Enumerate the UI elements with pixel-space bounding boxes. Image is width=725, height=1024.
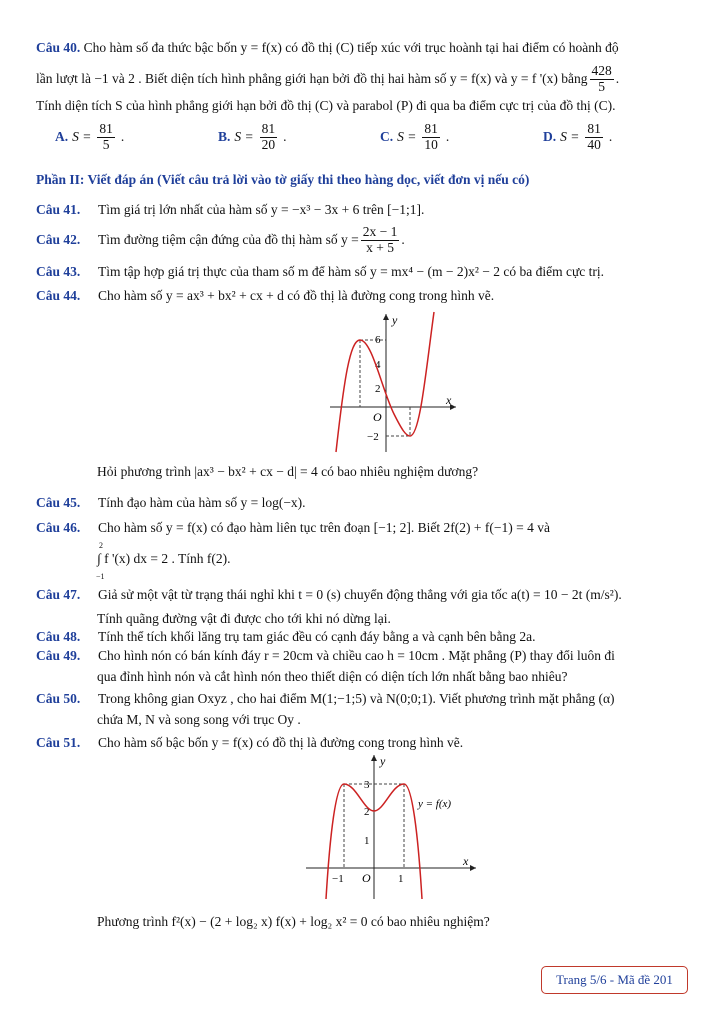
question-label: Câu 47. [36,587,81,602]
choice-prefix: S = [234,129,254,145]
fraction-numerator: 81 [424,121,438,136]
question-42: Câu 42. Tìm đường tiệm cận đứng của đồ thị hàm số y = $\frac{2x - 1}{x + 5}$ . [36,224,405,255]
question-text: Trong không gian Oxyz , cho hai điểm M(1;−1;5) và N(0;0;1). Viết phương trình mặt phẳng (α) [98,691,615,706]
fraction [585,122,603,153]
x-axis-label: x [463,854,469,868]
fraction [590,64,614,95]
fraction-numerator: 81 [99,121,113,136]
fraction-denominator: 40 [587,136,601,152]
choice-label: C. [380,129,394,145]
question-text: Tính đạo hàm của hàm số y = log(−x). [98,495,306,510]
origin-label: O [373,410,382,424]
fraction-denominator: 10 [424,136,438,152]
integral-bound-upper: 2 [99,541,103,550]
tick-label: 4 [375,359,381,371]
question-label: Câu 45. [36,495,81,510]
tick-label: −1 [332,873,344,885]
question-text: Tìm tập hợp giá trị thực của tham số m để hàm số y = mx⁴ − (m − 2)x² − 2 có ba điểm cực trị. [98,264,604,279]
question-46-line2: ∫ f '(x) dx = 2 . Tính f(2). [97,551,231,566]
tick-label: 6 [375,334,381,346]
fraction [260,122,278,153]
question-50-line2: chứa M, N và song song với trục Oy . [97,712,301,727]
question-label: Câu 42. [36,231,81,247]
tick-label: 2 [375,383,381,395]
origin-label: O [362,871,371,885]
question-text: Cho hàm số y = f(x) có đạo hàm liên tục trên đoạn [−1; 2]. Biết 2f(2) + f(−1) = 4 và [98,520,550,535]
question-text: Tính diện tích S của hình phẳng giới hạn bởi đồ thị (C) và parabol (P) đi qua ba điểm cực trị của đồ thị (C). [36,98,616,113]
fraction [97,122,115,153]
y-axis-label: y [380,754,386,768]
question-text: Cho hình nón có bán kính đáy r = 20cm và chiều cao h = 10cm . Mặt phẳng (P) thay đổi luôn đi [98,648,615,663]
fraction [361,225,400,256]
x-axis-label: x [446,393,452,407]
question-label: Câu 44. [36,288,81,303]
fraction-denominator: x + 5 [366,239,394,255]
choice-label: D. [543,129,557,145]
question-49 [36,646,688,667]
x-axis-arrow [470,865,476,871]
question-51-prompt: Phương trình f²(x) − (2 + log₂ x) f(x) + log₂ x² = 0 có bao nhiêu nghiệm? [97,914,490,929]
question-44-prompt: Hỏi phương trình |ax³ − bx² + cx − d| = 4 có bao nhiêu nghiệm dương? [97,464,479,479]
fraction-denominator: 5 [102,136,110,152]
y-axis-arrow [371,755,377,761]
curve-label: y = f(x) [418,798,452,810]
choice-label: A. [55,129,69,145]
question-40-line3 [36,96,688,117]
choice-prefix: S = [397,129,417,145]
choice-prefix: S = [560,129,580,145]
question-46 [36,518,688,539]
choice-c[interactable]: C. S = $\frac{81}{10}$ . [380,121,450,152]
tick-label: −2 [367,431,379,443]
question-label: Câu 51. [36,735,81,750]
question-45 [36,493,688,514]
question-40-line2: lần lượt là −1 và 2 . Biết diện tích hình phẳng giới hạn bởi đồ thị hai hàm số y = f(x) và y = f '(x) bằng $\frac{428}{5}$ . [36,63,620,94]
choice-d[interactable]: D. S = $\frac{81}{40}$ . [543,121,613,152]
tick-label: 1 [364,835,370,847]
tick-label: 3 [364,779,370,791]
tick-label: 1 [398,873,404,885]
question-text: Giả sử một vật từ trạng thái nghỉ khi t = 0 (s) chuyển động thẳng với gia tốc a(t) = 10 − 2t (m/s²). [98,587,622,602]
y-axis-arrow [383,314,389,320]
question-41 [36,200,688,221]
question-label: Câu 46. [36,520,81,535]
fraction-denominator: 5 [598,78,606,94]
page-footer: Trang 5/6 - Mã đề 201 [541,966,688,994]
integral-bound-lower: −1 [96,572,105,581]
question-text: Tìm giá trị lớn nhất của hàm số y = −x³ − 3x + 6 trên [−1;1]. [98,202,425,217]
quartic-graph [300,753,480,901]
fraction-numerator: 81 [261,121,276,136]
question-text: Cho hàm số đa thức bậc bốn y = f(x) có đồ thị (C) tiếp xúc với trục hoành tại hai điểm có hoành độ [83,40,619,55]
cubic-curve [336,312,434,452]
choice-a[interactable]: A. S = $\frac{81}{5}$ . [55,121,125,152]
question-label: Câu 41. [36,202,81,217]
question-label: Câu 50. [36,691,81,706]
question-text: lần lượt là −1 và 2 . Biết diện tích hình phẳng giới hạn bởi đồ thị hai hàm số y = f(x) và y = f '(x) bằng [36,70,588,86]
question-47 [36,585,688,606]
question-text: Cho hàm số y = ax³ + bx² + cx + d có đồ thị là đường cong trong hình vẽ. [98,288,495,303]
question-47-line2: Tính quãng đường vật đi được cho tới khi nó dừng lại. [97,611,391,626]
fraction [422,122,440,153]
question-text: Tính thể tích khối lăng trụ tam giác đều có cạnh đáy bằng a và cạnh bên bằng 2a. [98,629,536,644]
choice-b[interactable]: B. S = $\frac{81}{20}$ . [218,121,287,152]
question-51 [36,733,688,754]
question-label: Câu 49. [36,648,81,663]
fraction-denominator: 20 [261,136,276,152]
fraction-numerator: 81 [587,121,601,136]
tick-label: 2 [364,806,370,818]
cubic-graph [322,310,460,456]
y-axis-label: y [392,313,398,327]
question-49-line2: qua đỉnh hình nón và cắt hình nón theo thiết diện có diện tích lớn nhất bằng bao nhiêu? [97,669,568,684]
question-label: Câu 40. [36,40,81,55]
fraction-numerator: 2x − 1 [362,224,398,239]
question-40 [36,38,688,59]
section-title: Phần II: Viết đáp án (Viết câu trả lời vào tờ giấy thi theo hàng dọc, viết đơn vị nếu có) [36,172,530,187]
choice-prefix: S = [72,129,92,145]
question-label: Câu 43. [36,264,81,279]
question-44 [36,286,688,307]
question-text: Cho hàm số bậc bốn y = f(x) có đồ thị là đường cong trong hình vẽ. [98,735,464,750]
question-43 [36,262,688,283]
choice-label: B. [218,129,231,145]
question-50 [36,689,688,710]
question-text: Tìm đường tiệm cận đứng của đồ thị hàm số y = [98,231,359,247]
fraction-numerator: 428 [591,63,612,78]
question-label: Câu 48. [36,629,81,644]
question-48 [36,627,688,648]
